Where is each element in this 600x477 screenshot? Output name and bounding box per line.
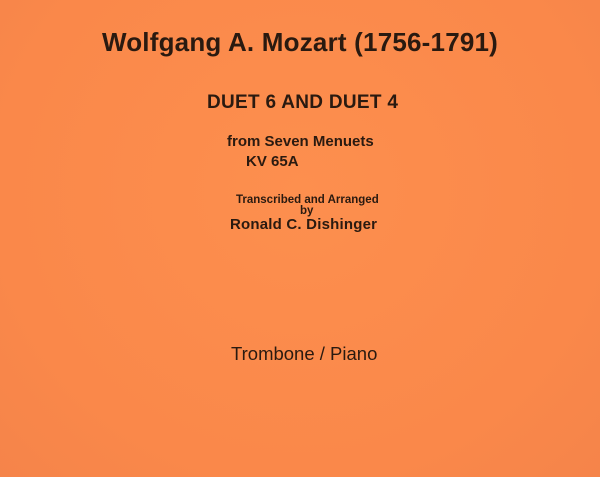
work-title: DUET 6 AND DUET 4	[207, 92, 399, 113]
instrumentation: Trombone / Piano	[231, 343, 378, 364]
catalog-number: KV 65A	[246, 153, 299, 170]
composer-heading: Wolfgang A. Mozart (1756-1791)	[101, 27, 499, 57]
source-line: from Seven Menuets	[227, 133, 374, 150]
credit-by: by	[300, 205, 314, 217]
arranger-name: Ronald C. Dishinger	[230, 216, 378, 233]
credit-line: Transcribed and Arranged	[236, 194, 379, 206]
